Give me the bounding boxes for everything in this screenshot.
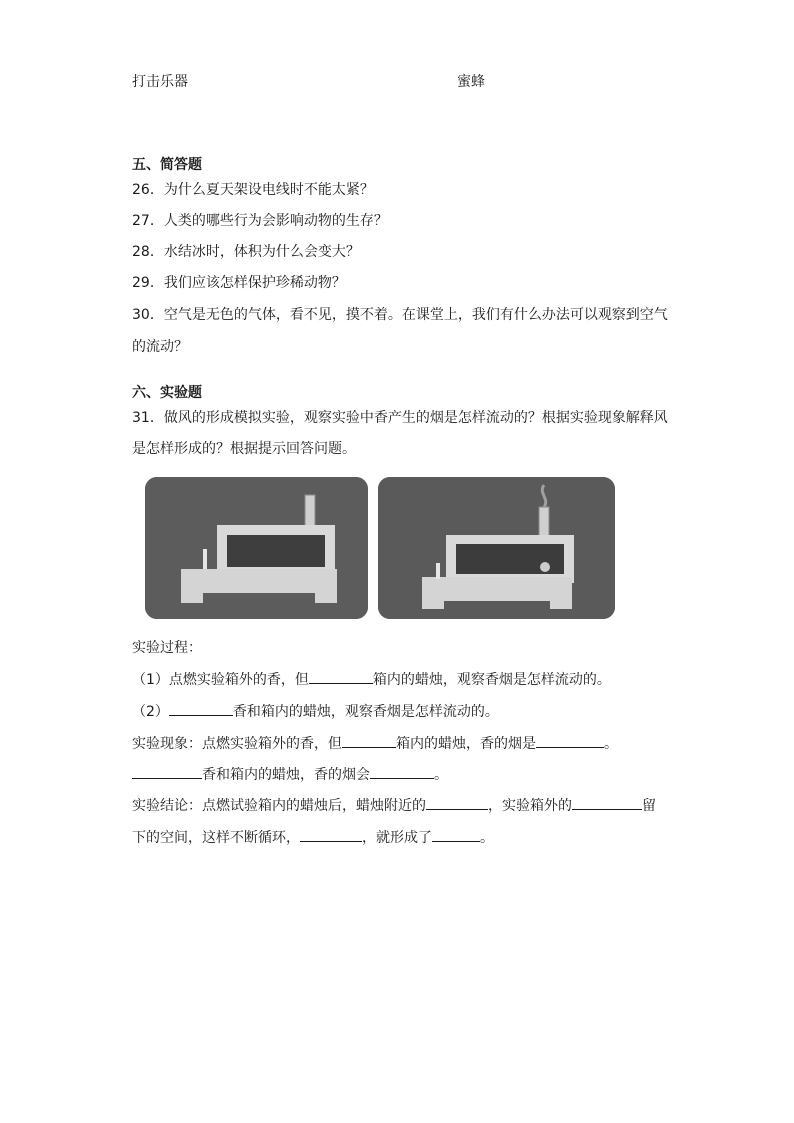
phenomenon-text-a: 实验现象：点燃实验箱外的香，但 [132, 736, 342, 752]
step1-text-a: （1）点燃实验箱外的香，但 [132, 672, 309, 688]
question-30-line2: 的流动？ [132, 339, 188, 355]
answer-blank[interactable] [132, 764, 202, 779]
answer-blank[interactable] [426, 795, 488, 810]
process-step-1 [132, 669, 611, 690]
phenomenon-text-b: 箱内的蜡烛，香的烟是 [396, 736, 536, 752]
section-heading-short-answer: 五、简答题 [132, 157, 202, 173]
experiment-photo-unlit [145, 477, 368, 619]
apparatus-unlit-illustration [145, 477, 368, 619]
step1-text-b: 箱内的蜡烛，观察香烟是怎样流动的。 [372, 672, 611, 688]
answer-blank[interactable] [169, 701, 233, 716]
process-label: 实验过程： [132, 640, 202, 656]
conclusion-text-c: 留 [642, 798, 656, 814]
answer-blank[interactable] [572, 795, 642, 810]
match-left-item: 打击乐器 [132, 74, 188, 90]
answer-blank[interactable] [342, 733, 396, 748]
phenomenon-line-1 [132, 733, 618, 754]
conclusion-text-b: ，实验箱外的 [488, 798, 572, 814]
question-31-line2: 是怎样形成的？根据提示回答问题。 [132, 441, 356, 457]
answer-blank[interactable] [536, 733, 604, 748]
question-30-line1: 30．空气是无色的气体，看不见，摸不着。在课堂上，我们有什么办法可以观察到空气 [132, 307, 668, 323]
step2-text-b: 香和箱内的蜡烛，观察香烟是怎样流动的。 [232, 704, 499, 720]
section-heading-experiment: 六、实验题 [132, 385, 202, 401]
conclusion2-text-a: 下的空间，这样不断循环， [132, 830, 300, 846]
phenomenon-text-c: 。 [604, 736, 618, 752]
match-right-item: 蜜蜂 [457, 74, 485, 90]
conclusion-line-2 [132, 827, 494, 848]
conclusion2-text-c: 。 [480, 830, 494, 846]
conclusion-line-1 [132, 795, 656, 816]
phenomenon2-text-b: 。 [434, 767, 448, 783]
answer-blank[interactable] [370, 764, 434, 779]
question-26: 26．为什么夏天架设电线时不能太紧？ [132, 182, 374, 198]
conclusion2-text-b: ，就形成了 [362, 830, 432, 846]
answer-blank[interactable] [432, 827, 480, 842]
question-28: 28．水结冰时，体积为什么会变大？ [132, 244, 360, 260]
experiment-photo-lit [378, 477, 615, 619]
conclusion-text-a: 实验结论：点燃试验箱内的蜡烛后，蜡烛附近的 [132, 798, 426, 814]
apparatus-lit-illustration [378, 477, 615, 619]
step2-text-a: （2） [132, 704, 169, 720]
question-29: 29．我们应该怎样保护珍稀动物？ [132, 275, 346, 291]
answer-blank[interactable] [309, 669, 373, 684]
phenomenon-line-2 [132, 764, 448, 785]
phenomenon2-text-a: 香和箱内的蜡烛，香的烟会 [202, 767, 370, 783]
question-27: 27．人类的哪些行为会影响动物的生存？ [132, 213, 388, 229]
answer-blank[interactable] [300, 827, 362, 842]
question-31-line1: 31．做风的形成模拟实验，观察实验中香产生的烟是怎样流动的？根据实验现象解释风 [132, 410, 668, 426]
process-step-2 [132, 701, 499, 722]
